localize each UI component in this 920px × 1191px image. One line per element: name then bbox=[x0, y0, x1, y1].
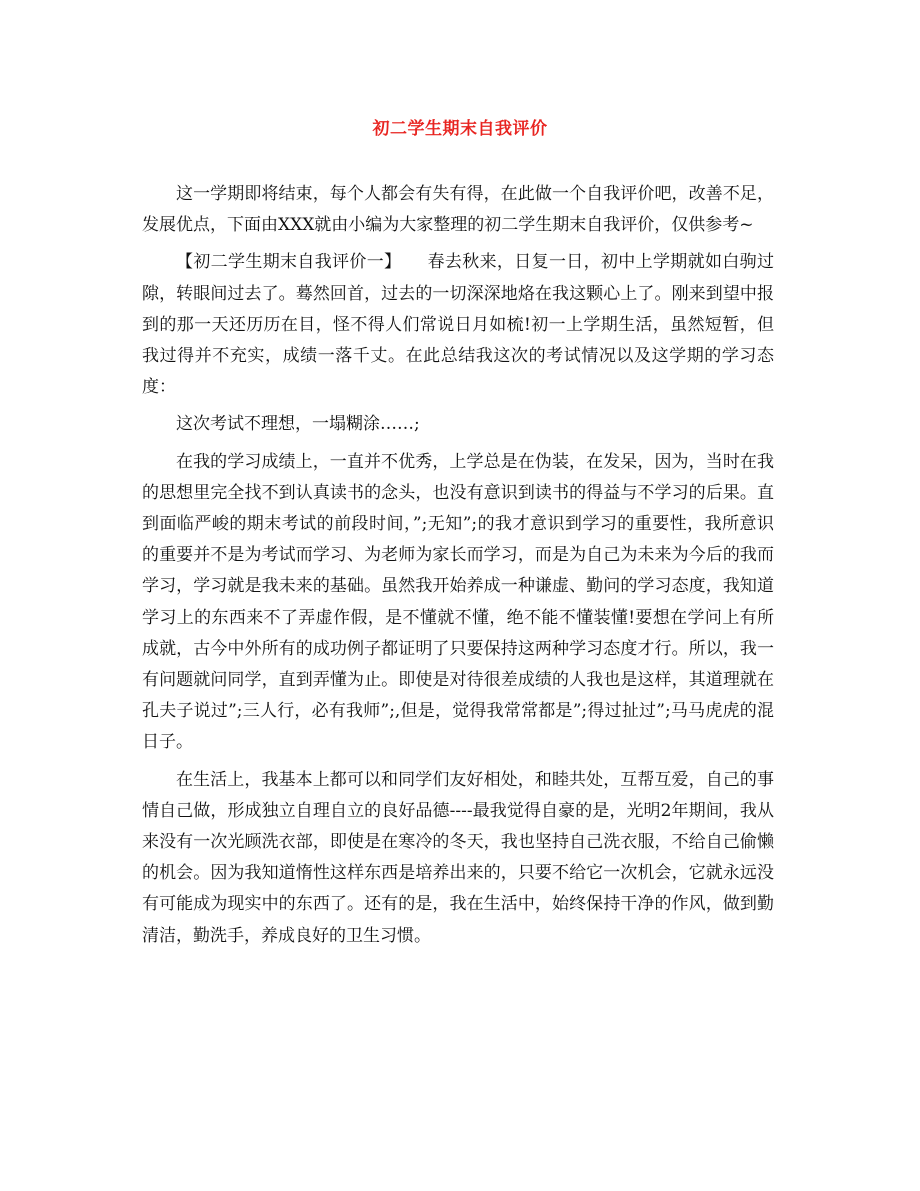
document-title: 初二学生期末自我评价 bbox=[372, 119, 548, 139]
paragraph-evaluation-one: 【初二学生期末自我评价一】 春去秋来，日复一日，初中上学期就如白驹过隙，转眼间过去了。蓦然回首，过去的一切深深地烙在我这颗心上了。刚来到望中报到的那一天还历历在目，怪不得人们常说日月如梳!初一上学期生活，虽然短暂，但我过得并不充实，成绩一落千丈。在此总结我这次的考试情况以及这学期的学习态度： bbox=[142, 252, 774, 398]
paragraph-life: 在生活上，我基本上都可以和同学们友好相处，和睦共处，互帮互爱，自己的事情自己做，形成独立自理自立的良好品德----最我觉得自豪的是，光明2年期间，我从来没有一次光顾洗衣部，即使是在寒冷的冬天，我也坚持自己洗衣服，不给自己偷懒的机会。因为我知道惰性这样东西是培养出来的，只要不给它一次机会，它就永远没有可能成为现实中的东西了。还有的是，我在生活中，始终保持干净的作风，做到勤清洁，勤洗手，养成良好的卫生习惯。 bbox=[142, 769, 774, 946]
document-body bbox=[142, 179, 774, 958]
paragraph-study: 在我的学习成绩上，一直并不优秀，上学总是在伪装，在发呆，因为，当时在我的思想里完全找不到认真读书的念头，也没有意识到读书的得益与不学习的后果。直到面临严峻的期末考试的前段时间，”;无知”;的我才意识到学习的重要性，我所意识的重要并不是为考试而学习、为老师为家长而学习，而是为自己为未来为今后的我而学习，学习就是我未来的基础。虽然我开始养成一种谦虚、勤问的学习态度，我知道学习上的东西来不了弄虚作假，是不懂就不懂，绝不能不懂装懂!要想在学问上有所成就，古今中外所有的成功例子都证明了只要保持这两种学习态度才行。所以，我一有问题就问同学，直到弄懂为止。即使是对待很差成绩的人我也是这样，其道理就在孔夫子说过”;三人行，必有我师”;,但是，觉得我常常都是”;得过扯过”;马马虎虎的混日子。 bbox=[142, 451, 774, 753]
paragraph-intro: 这一学期即将结束，每个人都会有失有得，在此做一个自我评价吧，改善不足，发展优点，下面由XXX就由小编为大家整理的初二学生期末自我评价，仅供参考~ bbox=[142, 184, 774, 236]
paragraph-exam-result: 这次考试不理想，一塌糊涂……; bbox=[176, 414, 420, 435]
